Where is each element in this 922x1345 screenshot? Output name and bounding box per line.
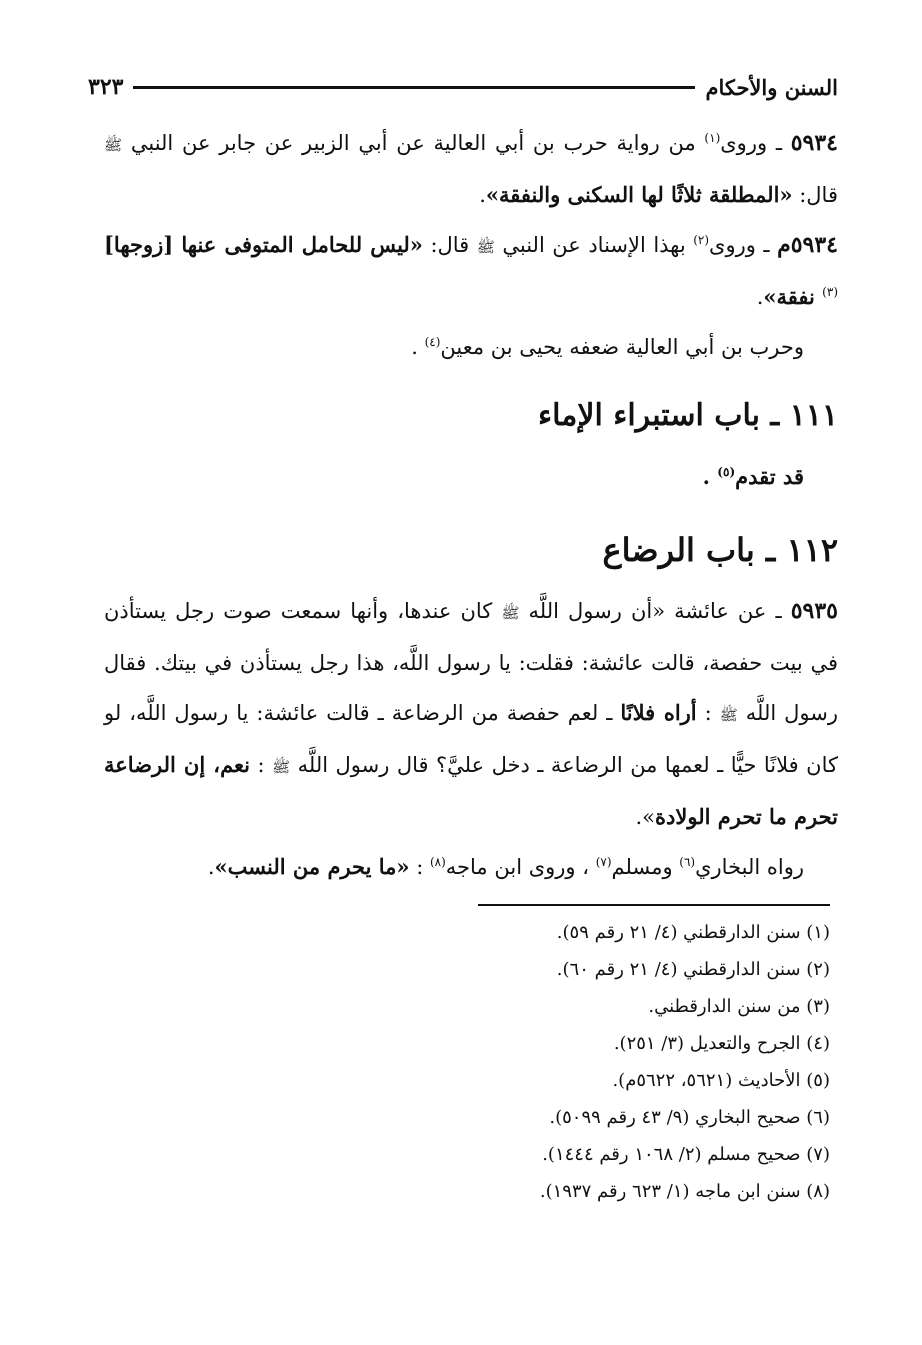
running-title: السنن والأحكام (705, 74, 838, 100)
footnote-item: (٦) صحيح البخاري (٩/ ٤٣ رقم ٥٠٩٩). (549, 1107, 830, 1128)
footnote-item: (٧) صحيح مسلم (٢/ ١٠٦٨ رقم ١٤٤٤). (542, 1144, 830, 1165)
footnote-ref: (٣) (822, 285, 838, 299)
footnote-ref: (١) (704, 131, 721, 145)
note-text: قد تقدم (735, 464, 804, 489)
chapter-heading-111: ١١١ ـ باب استبراء الإماء (538, 398, 838, 433)
prophetic-quote: نعم، إن الرضاعة تحرم ما تحرم الولادة (104, 752, 838, 829)
salutation-glyph: ﷺ (272, 758, 291, 776)
hadith-text: قال: (422, 233, 477, 257)
note-text: رواه البخاري (695, 855, 804, 879)
footnote-item: (١) سنن الدارقطني (٤/ ٢١ رقم ٥٩). (556, 922, 830, 943)
salutation-glyph: ﷺ (501, 604, 520, 622)
prophetic-quote: نفقة» (763, 284, 823, 309)
note-text: . (411, 335, 425, 359)
hadith-text: : (696, 701, 720, 725)
narrator-note (104, 322, 838, 372)
sources-note (104, 842, 838, 892)
hadith-text: ـ عن عائشة «أن رسول اللَّه (519, 599, 791, 623)
footnote-ref: (٧) (595, 855, 612, 869)
header-rule (133, 86, 695, 89)
footnote-separator (478, 904, 830, 906)
footnote-ref: (٥) (717, 465, 736, 479)
note-text: . (702, 464, 718, 489)
footnote-ref: (٦) (679, 855, 696, 869)
hadith-number: ٥٩٣٤ (790, 130, 838, 156)
footnote-ref: (٤) (424, 335, 441, 349)
salutation-glyph: ﷺ (104, 136, 123, 154)
hadith-5934 (104, 118, 838, 220)
hadith-text: ـ وروى (709, 233, 778, 257)
footnote-item: (٨) سنن ابن ماجه (١/ ٦٢٣ رقم ١٩٣٧). (539, 1181, 830, 1202)
hadith-number: ٥٩٣٤م (777, 232, 838, 258)
footnote-item: (٥) الأحاديث (٥٦٢١، ٥٦٢٢م). (612, 1070, 830, 1091)
hadith-text: بهذا الإسناد عن النبي (494, 233, 694, 257)
footnote-ref: (٨) (429, 855, 446, 869)
chapter-heading-112: ١١٢ ـ باب الرضاع (602, 531, 838, 569)
note-text: : (409, 855, 430, 879)
footnotes (300, 914, 830, 1210)
running-header (88, 70, 838, 104)
hadith-number: ٥٩٣٥ (790, 598, 838, 624)
prophetic-quote: «المطلقة ثلاثًا لها السكنى والنفقة» (485, 182, 793, 207)
note-text: ومسلم (611, 855, 680, 879)
hadith-text: : (250, 753, 273, 777)
footnote-item: (٣) من سنن الدارقطني. (648, 996, 830, 1017)
hadith-text: من رواية حرب بن أبي العالية عن أبي الزبير عن جابر عن النبي (122, 131, 705, 155)
hadith-text: قال: (792, 183, 838, 207)
hadith-5935 (104, 586, 838, 842)
prophetic-quote: «ما يحرم من النسب» (214, 854, 410, 879)
salutation-glyph: ﷺ (719, 706, 738, 724)
note-text: وحرب بن أبي العالية ضعفه يحيى بن معين (440, 335, 804, 359)
hadith-text: . (479, 183, 486, 207)
footnote-item: (٤) الجرح والتعديل (٣/ ٢٥١). (613, 1033, 830, 1054)
page-body (104, 118, 838, 892)
salutation-glyph: ﷺ (476, 238, 495, 256)
previously-mentioned-note (104, 452, 838, 502)
footnote-ref: (٢) (693, 233, 710, 247)
prophetic-quote: «ليس للحامل المتوفى عنها [زوجها] (104, 232, 423, 257)
hadith-text: ». (635, 805, 656, 829)
page-number: ٣٢٣ (88, 74, 124, 100)
note-text: ، وروى ابن ماجه (445, 855, 596, 879)
hadith-5934m (104, 220, 838, 322)
hadith-text: . (756, 285, 764, 309)
prophetic-quote: أراه فلانًا (620, 700, 697, 725)
hadith-text: ـ لعم حفصة من الرضاعة ـ قالت عائشة: يا رسول اللَّه، لو كان فلانًا حيًّا ـ لعمها من الرضاعة ـ دخل عليَّ؟ قال رسول اللَّه (104, 701, 838, 777)
footnote-item: (٢) سنن الدارقطني (٤/ ٢١ رقم ٦٠). (556, 959, 830, 980)
hadith-text: كان عندها، وأنها سمعت صوت رجل يستأذن في بيت حفصة، قالت عائشة: فقلت: يا رسول اللَّه، هذا رجل يستأذن في بيتك. فقال رسول اللَّه (104, 599, 838, 725)
note-text: . (207, 855, 215, 879)
hadith-text: ـ وروى (720, 131, 791, 155)
